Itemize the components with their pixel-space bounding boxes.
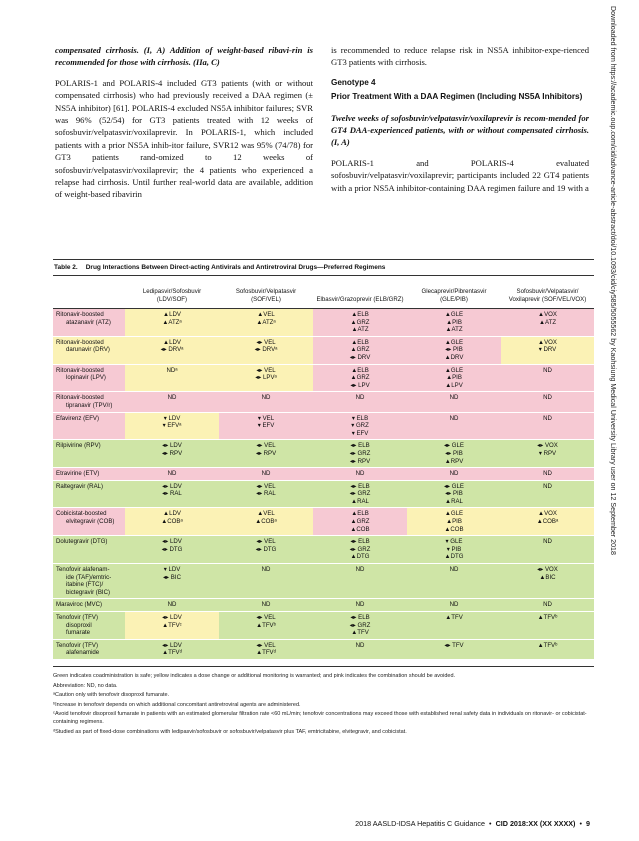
interaction-entry: ◂▸ ELB: [350, 442, 370, 450]
drug-name-line: tipranavir (TPV/r): [66, 401, 113, 409]
antiretroviral-drug-cell: [53, 612, 125, 640]
interaction-cell: [219, 440, 313, 468]
interaction-entry: ND: [261, 394, 271, 402]
drug-name-line: ide (TAF)/emtric-: [66, 573, 112, 581]
interaction-entry: ND: [261, 566, 271, 574]
interaction-cell: [125, 536, 219, 564]
interaction-entry: ▲LDV: [163, 338, 181, 346]
interaction-entry: ND: [355, 394, 365, 402]
interaction-entry: ◂▸ VOX: [537, 442, 558, 450]
interaction-entry: ▲VEL: [257, 311, 275, 318]
drug-name-line: alafenamide: [66, 649, 100, 657]
interaction-entry: ▾ LDV: [163, 414, 181, 422]
interaction-entry: ◂▸ VEL: [256, 538, 276, 546]
header-cell: [53, 276, 125, 309]
interaction-entry: ▲TFVᵇ: [537, 614, 558, 621]
interaction-cell: [313, 392, 407, 412]
interaction-entry: ◂▸ LPVᵃ: [255, 374, 277, 382]
interaction-entry: ▲TFVᵈ: [256, 649, 276, 657]
interaction-entry: ▲TFVᵇ: [537, 641, 558, 649]
interaction-cell: [501, 364, 594, 392]
interaction-cell: [501, 599, 594, 612]
subsection-heading: Prior Treatment With a DAA Regimen (Including NS5A Inhibitors): [331, 92, 583, 102]
running-footer: [300, 819, 590, 828]
interaction-cell: [407, 412, 501, 440]
interaction-entry: ▾ EFVᵃ: [162, 422, 182, 430]
interaction-entry: ▾ GLE: [445, 538, 463, 546]
interaction-entry: ▲TFV: [445, 614, 463, 621]
drug-name-line: Etravirine (ETV): [56, 470, 100, 478]
interaction-entry: ND: [167, 394, 177, 402]
interaction-entry: ◂▸ GRZ: [349, 449, 371, 457]
table-row: [53, 564, 594, 599]
footnote: Green indicates coadministration is safe; yellow indicates a dose change or additional monitoring is warranted; and pink indicates the combination should be avoided.: [53, 672, 456, 679]
interaction-cell: [501, 440, 594, 468]
interaction-cell: [501, 468, 594, 481]
drug-name-line: elvitegravir (COB): [66, 518, 115, 526]
footnote: ᵃCaution only with tenofovir disoproxil fumarate.: [53, 692, 170, 699]
header-cell: Sofosbuvir/Velpatasvir (SOF/VEL): [219, 276, 313, 309]
drug-name-line: itabine (FTC)/: [66, 581, 104, 589]
interaction-entry: ◂▸ LDV: [162, 614, 182, 621]
interaction-cell: [407, 440, 501, 468]
interaction-entry: ◂▸ RAL: [256, 490, 276, 498]
interaction-entry: ▲GRZ: [350, 374, 370, 382]
antiretroviral-drug-cell: [53, 336, 125, 364]
interaction-entry: ▲PIB: [446, 374, 462, 382]
interaction-entry: ◂▸ VOX: [537, 566, 558, 574]
drug-name-line: Tenofovir (TFV): [56, 641, 98, 649]
antiretroviral-drug-cell: [53, 392, 125, 412]
interaction-entry: ◂▸ VEL: [256, 442, 276, 450]
header-cell: Glecaprevir/Pibrentasvir (GLE/PIB): [407, 276, 501, 309]
antiretroviral-drug-cell: [53, 468, 125, 481]
antiretroviral-drug-cell: [53, 564, 125, 599]
interaction-entry: ▾ VEL: [257, 414, 275, 422]
interaction-entry: ◂▸ DTG: [161, 545, 183, 553]
interaction-cell: [313, 480, 407, 508]
interaction-entry: ND: [449, 470, 459, 478]
interaction-entry: ND: [449, 414, 459, 422]
interaction-cell: [219, 480, 313, 508]
antiretroviral-drug-cell: [53, 440, 125, 468]
interaction-entry: ◂▸ RAL: [162, 490, 182, 498]
interaction-entry: ▾ EFV: [257, 422, 275, 430]
journal-citation: CID 2018:XX (XX XXXX): [495, 819, 576, 828]
interaction-entry: ▲DTG: [350, 553, 370, 561]
interaction-entry: ▲GRZ: [350, 518, 370, 526]
table-caption: [53, 259, 594, 276]
interaction-entry: ND: [543, 482, 552, 490]
right-column: [331, 44, 589, 202]
interaction-cell: [501, 309, 594, 337]
interaction-cell: [125, 508, 219, 536]
table-row: [53, 612, 594, 640]
interaction-entry: ◂▸ GLE: [443, 442, 464, 450]
interaction-entry: ▲TFVᶜ: [162, 621, 182, 629]
drug-name-line: Ritonavir-boosted: [56, 366, 104, 374]
interaction-entry: ◂▸ VEL: [256, 482, 276, 490]
interaction-entry: ▾ LDV: [163, 566, 181, 574]
drug-name-line: Rilpivirine (RPV): [56, 442, 101, 450]
interaction-entry: ▲VOX: [538, 510, 557, 518]
interaction-entry: ND: [167, 601, 177, 609]
interaction-cell: [501, 508, 594, 536]
interaction-entry: ▲LPV: [445, 381, 463, 389]
interaction-entry: ▲TFVᵇ: [256, 621, 276, 629]
drug-interaction-table: [53, 259, 594, 738]
footnote: ᶜAvoid tenofovir disoproxil fumarate in patients with an estimated glomerular filtration rate <60 mL/min; tenofovir concentrations may exceed those with established renal safety data in individuals on ritonavir- or cobicistat-containing regimens.: [53, 711, 587, 725]
interaction-entry: ◂▸ RPV: [349, 457, 371, 465]
interaction-entry: ◂▸ ELB: [350, 614, 370, 621]
interaction-entry: NDᵃ: [166, 366, 178, 374]
footer-separator: •: [579, 819, 582, 828]
interaction-cell: [219, 336, 313, 364]
interaction-grid: [53, 276, 594, 660]
interaction-entry: ◂▸ DRVᵃ: [254, 346, 278, 354]
interaction-cell: [501, 412, 594, 440]
interaction-entry: ▾ PIB: [446, 545, 462, 553]
interaction-cell: [219, 412, 313, 440]
table-footnotes: [53, 666, 594, 736]
interaction-entry: ◂▸ VEL: [256, 366, 276, 374]
interaction-entry: ▾ EFV: [351, 429, 369, 437]
interaction-entry: ▲VOX: [538, 338, 557, 346]
interaction-cell: [313, 468, 407, 481]
interaction-cell: [125, 468, 219, 481]
interaction-cell: [407, 639, 501, 659]
interaction-cell: [407, 612, 501, 640]
interaction-entry: ▲ATZᵃ: [162, 318, 182, 326]
header-cell: Elbasvir/Grazoprevir (ELB/GRZ): [313, 276, 407, 309]
interaction-cell: [125, 599, 219, 612]
drug-name-line: Cobicistat-boosted: [56, 510, 107, 518]
interaction-cell: [313, 309, 407, 337]
interaction-cell: [219, 468, 313, 481]
interaction-entry: ◂▸ TFV: [444, 641, 464, 649]
download-watermark: [601, 6, 623, 812]
interaction-cell: [125, 612, 219, 640]
interaction-cell: [313, 336, 407, 364]
interaction-cell: [219, 364, 313, 392]
interaction-cell: [125, 412, 219, 440]
interaction-entry: ND: [355, 470, 365, 478]
interaction-entry: ◂▸ LDV: [162, 442, 182, 450]
drug-name-line: Efavirenz (EFV): [56, 414, 100, 422]
interaction-cell: [501, 480, 594, 508]
drug-name-line: atazanavir (ATZ): [66, 318, 111, 326]
interaction-entry: ND: [167, 470, 177, 478]
antiretroviral-drug-cell: [53, 364, 125, 392]
interaction-entry: ▾ RPV: [538, 449, 557, 457]
table-row: [53, 309, 594, 337]
interaction-entry: ▲VOX: [538, 311, 557, 318]
drug-name-line: Dolutegravir (DTG): [56, 538, 108, 546]
drug-name-line: Ritonavir-boosted: [56, 338, 104, 346]
header-cell: Ledipasvir/Sofosbuvir (LDV/SOF): [125, 276, 219, 309]
interaction-cell: [219, 309, 313, 337]
guidance-title: 2018 AASLD-IDSA Hepatitis C Guidance: [355, 819, 486, 828]
interaction-entry: ▲LDV: [163, 510, 181, 518]
interaction-cell: [407, 392, 501, 412]
drug-name-line: Raltegravir (RAL): [56, 482, 104, 490]
interaction-cell: [313, 364, 407, 392]
interaction-entry: ND: [543, 601, 552, 609]
table-row: [53, 364, 594, 392]
interaction-entry: ◂▸ VEL: [256, 338, 276, 346]
interaction-cell: [125, 480, 219, 508]
interaction-entry: ND: [543, 366, 552, 374]
interaction-entry: ◂▸ ELB: [350, 482, 370, 490]
drug-name-line: bictegravir (BIC): [66, 588, 111, 596]
interaction-cell: [407, 336, 501, 364]
antiretroviral-drug-cell: [53, 599, 125, 612]
recommendation-text: Twelve weeks of sofosbuvir/velpatasvir/voxilaprevir is recom-mended for GT4 DAA-experienced patients, with or without compensated cirrhosis. (I, A): [331, 112, 589, 148]
interaction-entry: ▲RAL: [445, 497, 463, 505]
drug-name-line: Ritonavir-boosted: [56, 394, 104, 402]
interaction-cell: [501, 336, 594, 364]
table-row: [53, 392, 594, 412]
recommendation-text: compensated cirrhosis. (I, A) Addition of weight-based ribavi-rin is recommended for those with cirrhosis. (IIa, C): [55, 45, 313, 68]
interaction-cell: [219, 599, 313, 612]
interaction-entry: ◂▸ RPV: [255, 449, 277, 457]
interaction-cell: [407, 599, 501, 612]
left-column: [55, 44, 313, 209]
interaction-cell: [501, 612, 594, 640]
interaction-cell: [125, 336, 219, 364]
interaction-entry: ▲RPV: [444, 457, 464, 465]
antiretroviral-drug-cell: [53, 508, 125, 536]
interaction-entry: ND: [261, 601, 271, 609]
section-heading: Genotype 4: [331, 77, 376, 87]
interaction-cell: [219, 639, 313, 659]
interaction-entry: ND: [449, 566, 459, 574]
interaction-entry: ▲ATZ: [351, 326, 369, 334]
interaction-entry: ◂▸ GRZ: [349, 490, 371, 498]
table-header-row: [53, 276, 594, 309]
interaction-entry: ND: [449, 394, 459, 402]
interaction-cell: [501, 392, 594, 412]
interaction-entry: ND: [543, 538, 552, 546]
interaction-entry: ND: [543, 470, 552, 478]
interaction-entry: ▾ GRZ: [351, 422, 369, 430]
interaction-cell: [219, 536, 313, 564]
footnote: Abbreviation: ND, no data.: [53, 682, 118, 689]
interaction-cell: [125, 440, 219, 468]
interaction-entry: ◂▸ GLE: [443, 482, 464, 490]
interaction-entry: ◂▸ DRVᵃ: [160, 346, 184, 354]
interaction-entry: ▲ATZ: [538, 318, 557, 326]
interaction-entry: ◂▸ PIB: [445, 490, 463, 498]
interaction-entry: ◂▸ DTG: [255, 545, 277, 553]
interaction-entry: ◂▸ RPV: [161, 449, 183, 457]
interaction-cell: [313, 440, 407, 468]
interaction-cell: [407, 309, 501, 337]
drug-name-line: disoproxil: [66, 621, 92, 629]
interaction-entry: ▲GRZ: [350, 346, 370, 354]
table-row: [53, 599, 594, 612]
page-number: 9: [586, 819, 590, 828]
table-number: Table 2.: [54, 264, 78, 271]
antiretroviral-drug-cell: [53, 536, 125, 564]
antiretroviral-drug-cell: [53, 412, 125, 440]
interaction-entry: ND: [543, 414, 552, 422]
interaction-entry: ◂▸ LPV: [350, 381, 370, 389]
interaction-cell: [407, 564, 501, 599]
interaction-entry: ▲ATZᵃ: [256, 318, 276, 326]
interaction-cell: [501, 536, 594, 564]
interaction-cell: [407, 364, 501, 392]
interaction-cell: [313, 612, 407, 640]
body-paragraph: POLARIS-1 and POLARIS-4 evaluated sofosbuvir/velpatasvir/voxilaprevir; participants included 22 GT4 patients with a prior NS5A inhibitor-containing DAA regimen failure and 19 with a: [331, 157, 589, 193]
interaction-entry: ▲COBᵃ: [161, 518, 183, 526]
table-row: [53, 508, 594, 536]
drug-name-line: lopinavir (LPV): [66, 374, 106, 382]
interaction-cell: [313, 599, 407, 612]
interaction-entry: ◂▸ VEL: [256, 614, 276, 621]
drug-name-line: Ritonavir-boosted: [56, 311, 104, 318]
download-watermark-text: Downloaded from https://academic.oup.com/cid/advance-article-abstract/doi/10.1093/cid/ciy585/5055562 by Kaohsiung Medical University Library user on 12 September 2018: [609, 6, 617, 555]
table-row: [53, 440, 594, 468]
interaction-entry: ▲TFV: [351, 629, 369, 637]
interaction-entry: ▲TFVᵈ: [162, 649, 182, 657]
interaction-cell: [219, 392, 313, 412]
interaction-entry: ◂▸ DRV: [349, 353, 371, 361]
interaction-entry: ▲COB: [444, 525, 464, 533]
interaction-cell: [219, 564, 313, 599]
table-row: [53, 336, 594, 364]
footnote: ᵇIncrease in tenofovir depends on which additional concomitant antiretroviral agents are administered.: [53, 701, 301, 708]
interaction-entry: ▲ATZ: [445, 326, 463, 334]
interaction-entry: ▲GLE: [444, 338, 464, 346]
interaction-cell: [407, 508, 501, 536]
interaction-entry: ◂▸ PIB: [445, 449, 463, 457]
footnote: ᵈStudied as part of fixed-dose combinations with ledipasvir/sofosbuvir or sofosbuvir/velpatasvir plus TAF, emtricitabine, elvitegravir, and cobicistat.: [53, 728, 407, 735]
interaction-entry: ▲GLE: [444, 311, 464, 318]
interaction-entry: ▲VEL: [257, 510, 275, 518]
interaction-cell: [125, 564, 219, 599]
body-paragraph: POLARIS-1 and POLARIS-4 included GT3 patients (with or without compensated cirrhosis) who had previously received a DAA regimen (± NS5A inhibitor) [61]. POLARIS-4 excluded NS5A inhibitor failures; SVR was 96% (52/54) for GT3 patients treated with 12 weeks of sofosbuvir/velpatasvir/voxilaprevir. In POLARIS-1, which included patients with a prior NS5A inhib-itor failure, SVR12 was 95% (74/78) for GT3 patients rand-omized to 12 weeks of sofosbuvir/velpatasvir/voxilaprevir; the 4 patients who experienced a relapse had cirrhosis. Until further real-world data are available, addition of weight-based ribavirin: [55, 77, 313, 200]
interaction-entry: ◂▸ GRZ: [349, 621, 371, 629]
interaction-entry: ◂▸ LDV: [162, 538, 182, 546]
drug-name-line: Tenofovir (TFV): [56, 614, 98, 621]
interaction-entry: ▾ DRV: [538, 346, 557, 354]
interaction-entry: ◂▸ LDV: [162, 482, 182, 490]
interaction-entry: ▲COBᵃ: [536, 518, 559, 526]
interaction-entry: ▲COBᵃ: [255, 518, 277, 526]
interaction-cell: [407, 536, 501, 564]
interaction-entry: ▲PIB: [446, 318, 462, 326]
antiretroviral-drug-cell: [53, 480, 125, 508]
interaction-cell: [313, 508, 407, 536]
table-row: [53, 536, 594, 564]
interaction-entry: ▲DRV: [444, 353, 464, 361]
interaction-entry: ▲LDV: [163, 311, 181, 318]
interaction-entry: ▲ELB: [351, 338, 369, 346]
interaction-entry: ▲COB: [350, 525, 370, 533]
interaction-entry: ND: [261, 470, 271, 478]
drug-name-line: fumarate: [66, 629, 91, 637]
interaction-entry: ▲ELB: [351, 311, 369, 318]
interaction-entry: ◂▸ PIB: [445, 346, 463, 354]
interaction-cell: [125, 392, 219, 412]
interaction-cell: [219, 508, 313, 536]
interaction-entry: ▲GRZ: [350, 318, 370, 326]
interaction-cell: [219, 612, 313, 640]
interaction-cell: [125, 639, 219, 659]
interaction-entry: ▲ELB: [351, 510, 369, 518]
interaction-entry: ND: [543, 394, 552, 402]
interaction-entry: ◂▸ BIC: [163, 573, 181, 581]
body-paragraph: is recommended to reduce relapse risk in NS5A inhibitor-expe-rienced GT3 patients with cirrhosis.: [331, 45, 589, 68]
interaction-entry: ▲PIB: [446, 518, 462, 526]
footer-separator: •: [489, 819, 492, 828]
interaction-entry: ▲GLE: [444, 366, 464, 374]
interaction-cell: [501, 564, 594, 599]
interaction-cell: [407, 480, 501, 508]
interaction-cell: [313, 412, 407, 440]
antiretroviral-drug-cell: [53, 309, 125, 337]
drug-name-line: darunavir (DRV): [66, 346, 110, 354]
interaction-cell: [313, 564, 407, 599]
table-row: [53, 480, 594, 508]
table-row: [53, 468, 594, 481]
interaction-cell: [313, 639, 407, 659]
interaction-entry: ▲BIC: [539, 573, 556, 581]
interaction-entry: ▾ ELB: [351, 414, 369, 422]
interaction-cell: [407, 468, 501, 481]
interaction-entry: ◂▸ LDV: [162, 641, 182, 649]
interaction-entry: ◂▸ GRZ: [349, 545, 371, 553]
drug-name-line: Tenofovir alafenam-: [56, 566, 110, 574]
interaction-entry: ▲ELB: [351, 366, 369, 374]
interaction-cell: [501, 639, 594, 659]
drug-name-line: Maraviroc (MVC): [56, 601, 103, 609]
header-cell: Sofosbuvir/Velpatasvir/ Voxilaprevir (SOF/VEL/VOX): [501, 276, 594, 309]
table-row: [53, 412, 594, 440]
antiretroviral-drug-cell: [53, 639, 125, 659]
interaction-cell: [313, 536, 407, 564]
interaction-entry: ◂▸ ELB: [350, 538, 370, 546]
interaction-entry: ▲RAL: [351, 497, 369, 505]
interaction-cell: [125, 364, 219, 392]
interaction-cell: [125, 309, 219, 337]
table-title: Drug Interactions Between Direct-acting Antivirals and Antiretroviral Drugs—Preferred Regimens: [85, 264, 386, 271]
interaction-entry: ND: [355, 641, 365, 649]
interaction-entry: ▲GLE: [444, 510, 464, 518]
interaction-entry: ND: [355, 601, 365, 609]
interaction-entry: ▲DTG: [444, 553, 464, 561]
interaction-entry: ND: [449, 601, 459, 609]
table-row: [53, 639, 594, 659]
interaction-entry: ◂▸ VEL: [256, 641, 276, 649]
interaction-entry: ND: [355, 566, 365, 574]
